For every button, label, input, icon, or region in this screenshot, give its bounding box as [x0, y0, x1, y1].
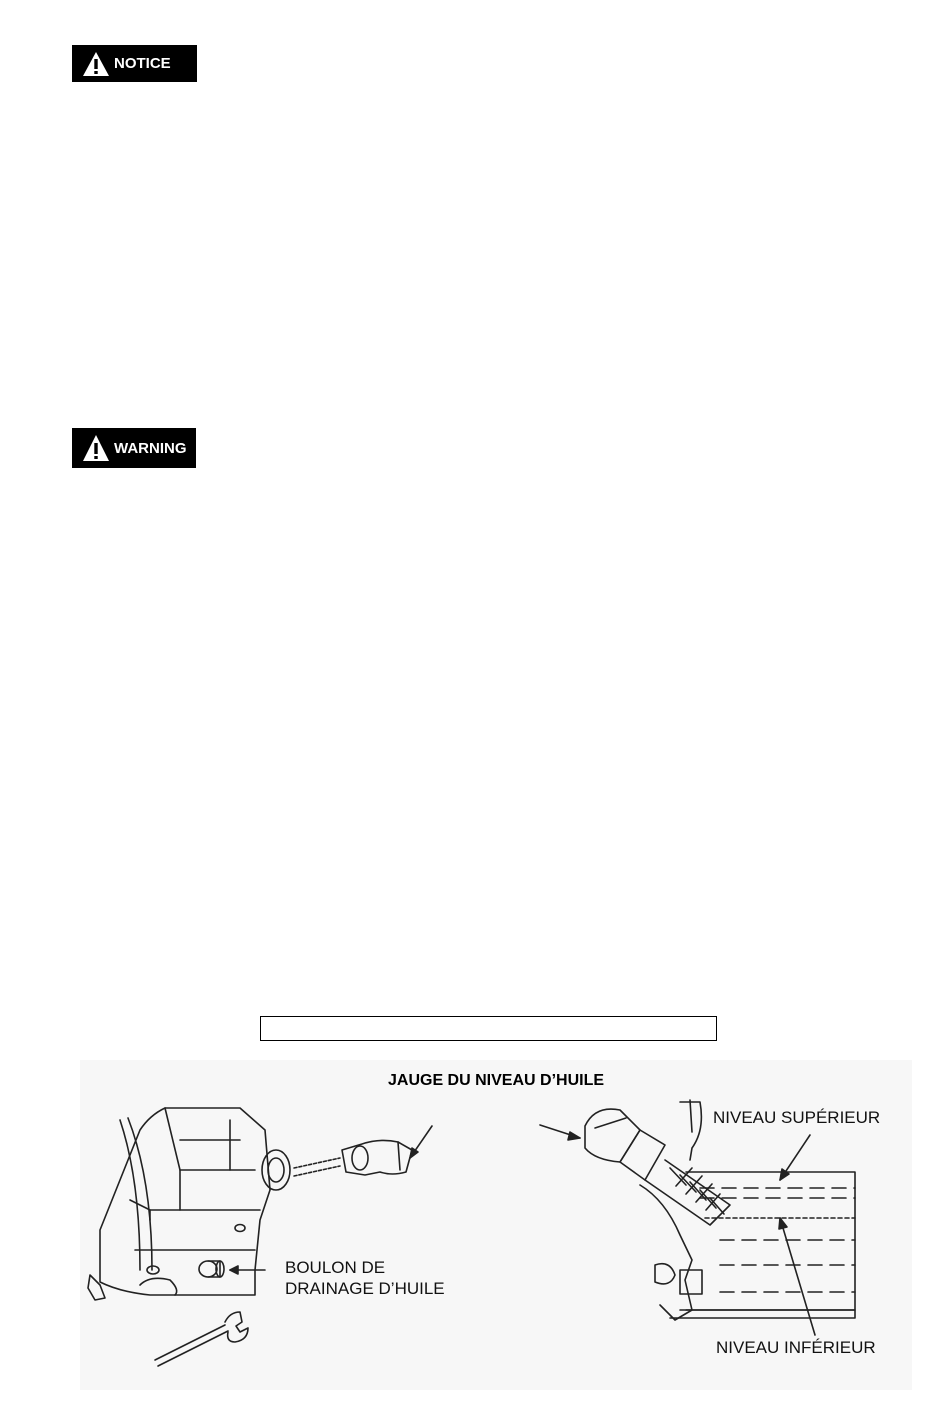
- warning-badge: [72, 428, 196, 468]
- warning-triangle-icon: [82, 434, 110, 462]
- lower-level-label: NIVEAU INFÉRIEUR: [716, 1338, 876, 1357]
- drain-bolt-label-line2: DRAINAGE D’HUILE: [285, 1279, 445, 1298]
- notice-label: NOTICE: [114, 55, 171, 72]
- warning-triangle-icon: [82, 51, 110, 77]
- warning-label: WARNING: [114, 439, 187, 457]
- oil-level-figure: [80, 1060, 912, 1390]
- notice-badge: [72, 45, 197, 82]
- caption-box: [260, 1016, 717, 1041]
- upper-level-label: NIVEAU SUPÉRIEUR: [713, 1108, 881, 1127]
- figure-title: JAUGE DU NIVEAU D’HUILE: [387, 1072, 605, 1089]
- drain-bolt-label-line1: BOULON DE: [285, 1258, 386, 1277]
